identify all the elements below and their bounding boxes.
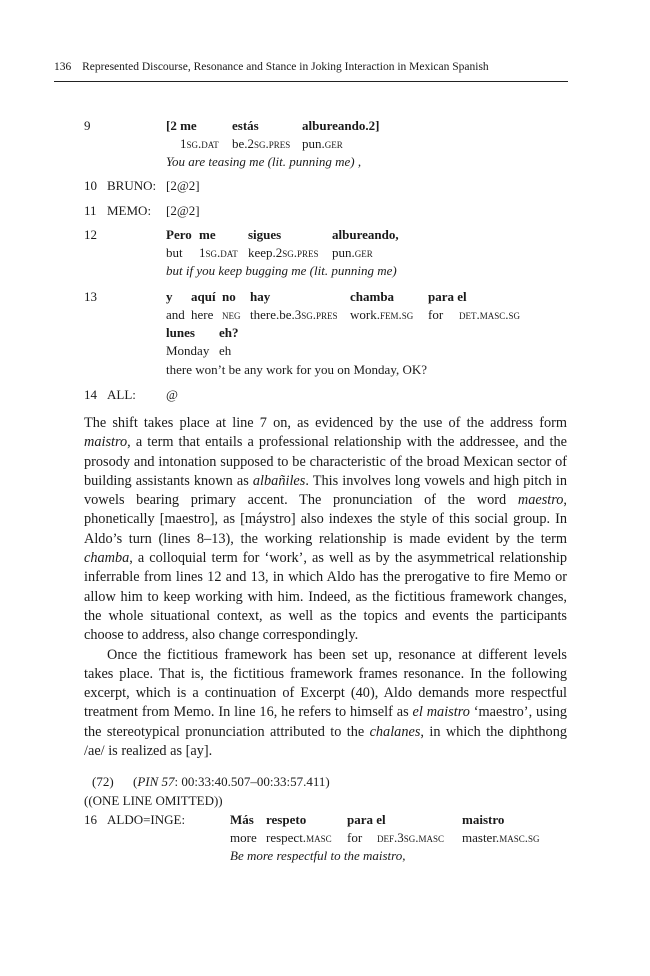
header-rule	[54, 81, 568, 82]
spanish-word: hay	[250, 289, 271, 304]
speaker-label: BRUNO:	[107, 178, 157, 193]
spanish-word: Pero	[166, 227, 192, 242]
spanish-word: sigues	[248, 227, 282, 242]
gloss: there.be.3sg.pres	[250, 307, 338, 322]
spanish-word: para el	[428, 289, 467, 304]
gloss: more	[230, 830, 257, 845]
spanish-word: maistro	[462, 812, 505, 827]
body-text	[84, 414, 567, 761]
page-number: 136	[54, 61, 72, 73]
spanish-word: aquí	[191, 289, 216, 304]
example-source: (PIN 57: 00:33:40.507–00:33:57.411)	[133, 774, 330, 789]
line-number: 11	[84, 203, 97, 218]
spanish-word: no	[222, 289, 236, 304]
running-header	[54, 61, 568, 73]
gloss: def.3sg.masc	[377, 830, 445, 845]
spanish-word: lunes	[166, 325, 195, 340]
spanish-word: y	[166, 289, 173, 304]
speaker-label: ALL:	[107, 387, 136, 402]
spanish-word: me	[199, 227, 216, 242]
omitted-note: ((ONE LINE OMITTED))	[84, 793, 223, 808]
spanish-word: respeto	[266, 812, 307, 827]
utterance: @	[166, 387, 178, 402]
line-number: 12	[84, 227, 97, 242]
line-number: 13	[84, 289, 97, 304]
gloss: 1sg.dat	[180, 136, 219, 151]
gloss: master.masc.sg	[462, 830, 540, 845]
gloss: keep.2sg.pres	[248, 245, 319, 260]
speaker-label: ALDO=INGE:	[107, 812, 186, 827]
gloss: eh	[219, 343, 232, 358]
gloss: 1sg.dat	[199, 245, 238, 260]
free-translation: You are teasing me (lit. punning me) ,	[166, 154, 362, 169]
spanish-word: [2 me	[166, 118, 197, 133]
spanish-word: albureando.2]	[302, 118, 380, 133]
free-translation: but if you keep bugging me (lit. punning me)	[166, 263, 397, 278]
gloss: respect.masc	[266, 830, 332, 845]
line-number: 14	[84, 387, 97, 402]
line-number: 10	[84, 178, 97, 193]
free-translation: Be more respectful to the maistro,	[230, 848, 406, 863]
utterance: [2@2]	[166, 178, 200, 193]
gloss: pun.ger	[332, 245, 373, 260]
spanish-word: estás	[232, 118, 259, 133]
spanish-word: albureando,	[332, 227, 399, 242]
paragraph: The shift takes place at line 7 on, as evidenced by the use of the address form maistro, a term that entails a professional relationship with the addressee, and the prosody and intonation supposed to be characteristic of the broad Mexican sector of building assistants known as albañiles. This involves long vowels and high pitch in vowels bearing primary accent. The pronunciation of the word maestro, phonetically [maestro], as [máystro] also indexes the style of this social group. In Aldo’s turn (lines 8–13), the working relationship is made evident by the term chamba, a colloquial term for ‘work’, as well as by the asymmetrical relationship inferrable from lines 12 and 13, in which Aldo has the prerogative to fire Memo or allow him to keep working with him. Indeed, as the fictitious framework changes, the whole situational context, as well as the topics and events the participants choose to address, also change correspondingly.	[84, 415, 567, 644]
spanish-word: para el	[347, 812, 386, 827]
line-number: 16	[84, 812, 97, 827]
gloss: be.2sg.pres	[232, 136, 291, 151]
gloss: Monday	[166, 343, 210, 358]
speaker-label: MEMO:	[107, 203, 152, 218]
paragraph: Once the fictitious framework has been set up, resonance at different levels takes place. That is, the fictitious framework frames resonance. In the following excerpt, which is a continuation of Excerpt (40), Aldo demands more respectful treatment from Memo. In line 16, he refers to himself as el maistro ‘maestro’, using the stereotypical pronunciation attributed to the chalanes, in which the diphthong /ae/ is realized as [ay].	[84, 646, 568, 760]
gloss: work.fem.sg	[350, 307, 414, 322]
running-title: Represented Discourse, Resonance and Stance in Joking Interaction in Mexican Spanish	[82, 61, 489, 73]
gloss: but	[166, 245, 183, 260]
gloss: for	[428, 307, 444, 322]
gloss: det.masc.sg	[459, 307, 521, 322]
line-number: 9	[84, 118, 91, 133]
spanish-word: eh?	[219, 325, 239, 340]
spanish-word: Más	[230, 812, 254, 827]
gloss: and	[166, 307, 185, 322]
gloss: here	[191, 307, 214, 322]
example-label: (72)	[92, 774, 114, 789]
utterance: [2@2]	[166, 203, 200, 218]
gloss: pun.ger	[302, 136, 343, 151]
spanish-word: chamba	[350, 289, 395, 304]
free-translation: there won’t be any work for you on Monday, OK?	[166, 362, 428, 377]
gloss: for	[347, 830, 363, 845]
gloss: neg	[222, 307, 241, 322]
